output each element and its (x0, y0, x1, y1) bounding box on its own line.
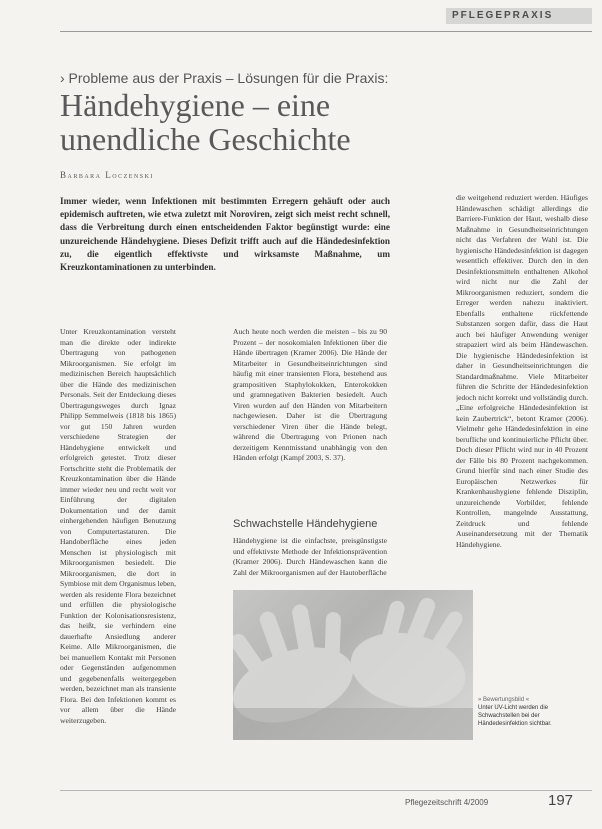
photo-caption (478, 696, 586, 728)
body-text: Auch heute noch werden die meisten – bis zu 90 Prozent – der nosokomialen Infektionen über die Hände übertragen (Kramer 2006). Die Hände der Mitarbeiter in Gesundheitseinrichtungen sind häufig mit einer transienten Flora, bestehend aus grampositiven Staphylokokken, Enterokokken und gramnegativen Bakterien besiedelt. Auch Viren wurden auf den Händen von Mitarbeitern nachgewiesen. Daher ist die Übertragung verschiedener Viren über die Hände belegt, während die Übertragung von Prionen nach derzeitigem Kenntnisstand unabhängig von den Händen erfolgt (Kampf 2003, S. 37). (233, 327, 387, 462)
journal-name: Pflegezeitschrift 4/2009 (405, 798, 489, 807)
caption-tag: » Bewertungsbild « (478, 697, 530, 703)
page-number: 197 (548, 792, 574, 809)
article-title: Händehygiene – eine unendliche Geschichte (60, 87, 351, 157)
hands-illustration (233, 590, 473, 740)
article-author: Barbara Loczenski (60, 170, 154, 180)
article-kicker: › Probleme aus der Praxis – Lösungen für die Praxis: (60, 70, 389, 86)
header-rule (60, 31, 592, 32)
caption-text: Unter UV-Licht werden die Schwachstellen bei der Händedesinfektion sichtbar. (478, 705, 552, 727)
body-text: die weitgehend reduziert werden. Häufiges Händewaschen schädigt allerdings die Barriere-Funktion der Haut, weshalb diese Maßnahme in Gesundheitseinrichtungen nicht das Verfahren der Wahl ist. Die hygienische Händedesinfektion ist dagegen wesentlich effektiver. Durch den in den Desinfektionsmitteln enthaltenen Alkohol wird nicht nur die Zahl der Mikroorganismen reduziert, sondern die Erreger werden nahezu inaktiviert. Ebenfalls enthaltene rückfettende Substanzen sorgen dafür, dass die Haut auch bei häufiger Anwendung weniger strapaziert wird als beim Händewaschen. Die hygienische Händedesinfektion ist daher in Gesundheitseinrichtungen die Standardmaßnahme. Viele Mitarbeiter führen die Schritte der Händedesinfektion jedoch nicht korrekt und vollständig durch. „Eine erfolgreiche Händedesinfektion ist kein Zaubertrick“, betont Kramer (2006). Vielmehr gehe Händedesinfektion in eine berufliche und kontinuierliche Pflicht über. Doch dieser Pflicht wird nur in 40 Prozent der Fälle bis 80 Prozent nachgekommen. Grund hierfür sind nach einer Studie des Europäischen Netzwerkes für Krankenhaushygiene fehlende Disziplin, unzureichende Vorbilder, fehlende Kontrollen, mangelnde Ausstattung, Zeitdruck und fehlende Auseinandersetzung mit der Thematik Händehygiene. (456, 193, 588, 549)
body-text: Händehygiene ist die einfachste, preisgünstigste und effektivste Methode der Infektionsprävention (Kramer 2006). Durch Händewaschen kann die Zahl der Mikroorganismen auf der Hautoberfläche (233, 536, 387, 577)
section-subheading: Schwachstelle Händehygiene (233, 518, 378, 530)
section-label: PFLEGEPRAXIS (452, 10, 554, 21)
hands-uv-photo (233, 590, 473, 740)
body-column-3 (456, 193, 588, 745)
body-column-2-continued (233, 536, 387, 580)
body-column-1 (60, 327, 176, 747)
footer-rule (60, 790, 592, 791)
body-column-2 (233, 327, 387, 507)
body-text: Unter Kreuzkontamination versteht man die direkte oder indirekte Übertragung von pathogenen Mikroorganismen. Sie erfolgt im medizinischen Bereich hauptsächlich über die Hände des medizinischen Personals. Seit der Entdeckung dieses Übertragungsweges durch Ignaz Philipp Semmelweis (1818 bis 1865) vor gut 150 Jahren wurden verschiedene Strategien der Händehygiene entwickelt und erfolgreich getestet. Trotz dieser Fortschritte steht die Problematik der Kreuzkontamination über die Hände immer wieder neu und recht weit vor Einführung der digitalen Dokumentation und der damit einhergehenden häufigen Benutzung von Computertastaturen. Die Handoberfläche eines jeden Menschen ist physiologisch mit Mikroorganismen besiedelt. Die Mikroorganismen, die dort in Symbiose mit dem Organismus leben, werden als residente Flora bezeichnet und erfüllen die physiologische Funktion der Kolonisationsresistenz, das heißt, sie verhindern eine dauerhafte Ansiedlung anderer Keime. Alle Mikroorganismen, die bei manuellem Kontakt mit Personen oder Gegenständen aufgenommen und gegebenenfalls weitergegeben werden, bezeichnet man als transiente Flora. Bei den Infektionen kommt es vor allem über die Hände weiterzugeben. (60, 327, 176, 725)
article-lead: Immer wieder, wenn Infektionen mit bestimmten Erregern gehäuft oder auch epidemisch auftreten, wie etwa zuletzt mit Noroviren, zeigt sich meist recht schnell, dass die Verbreitung durch einen entscheidenden Faktor begünstigt wurde: eine unzureichende Händehygiene. Dieses Defizit trifft auch auf die Händedesinfektion zu, die eigentlich effektivste und wirksamste Maßnahme, um Kreuzkontaminationen zu unterbinden. (60, 196, 390, 273)
